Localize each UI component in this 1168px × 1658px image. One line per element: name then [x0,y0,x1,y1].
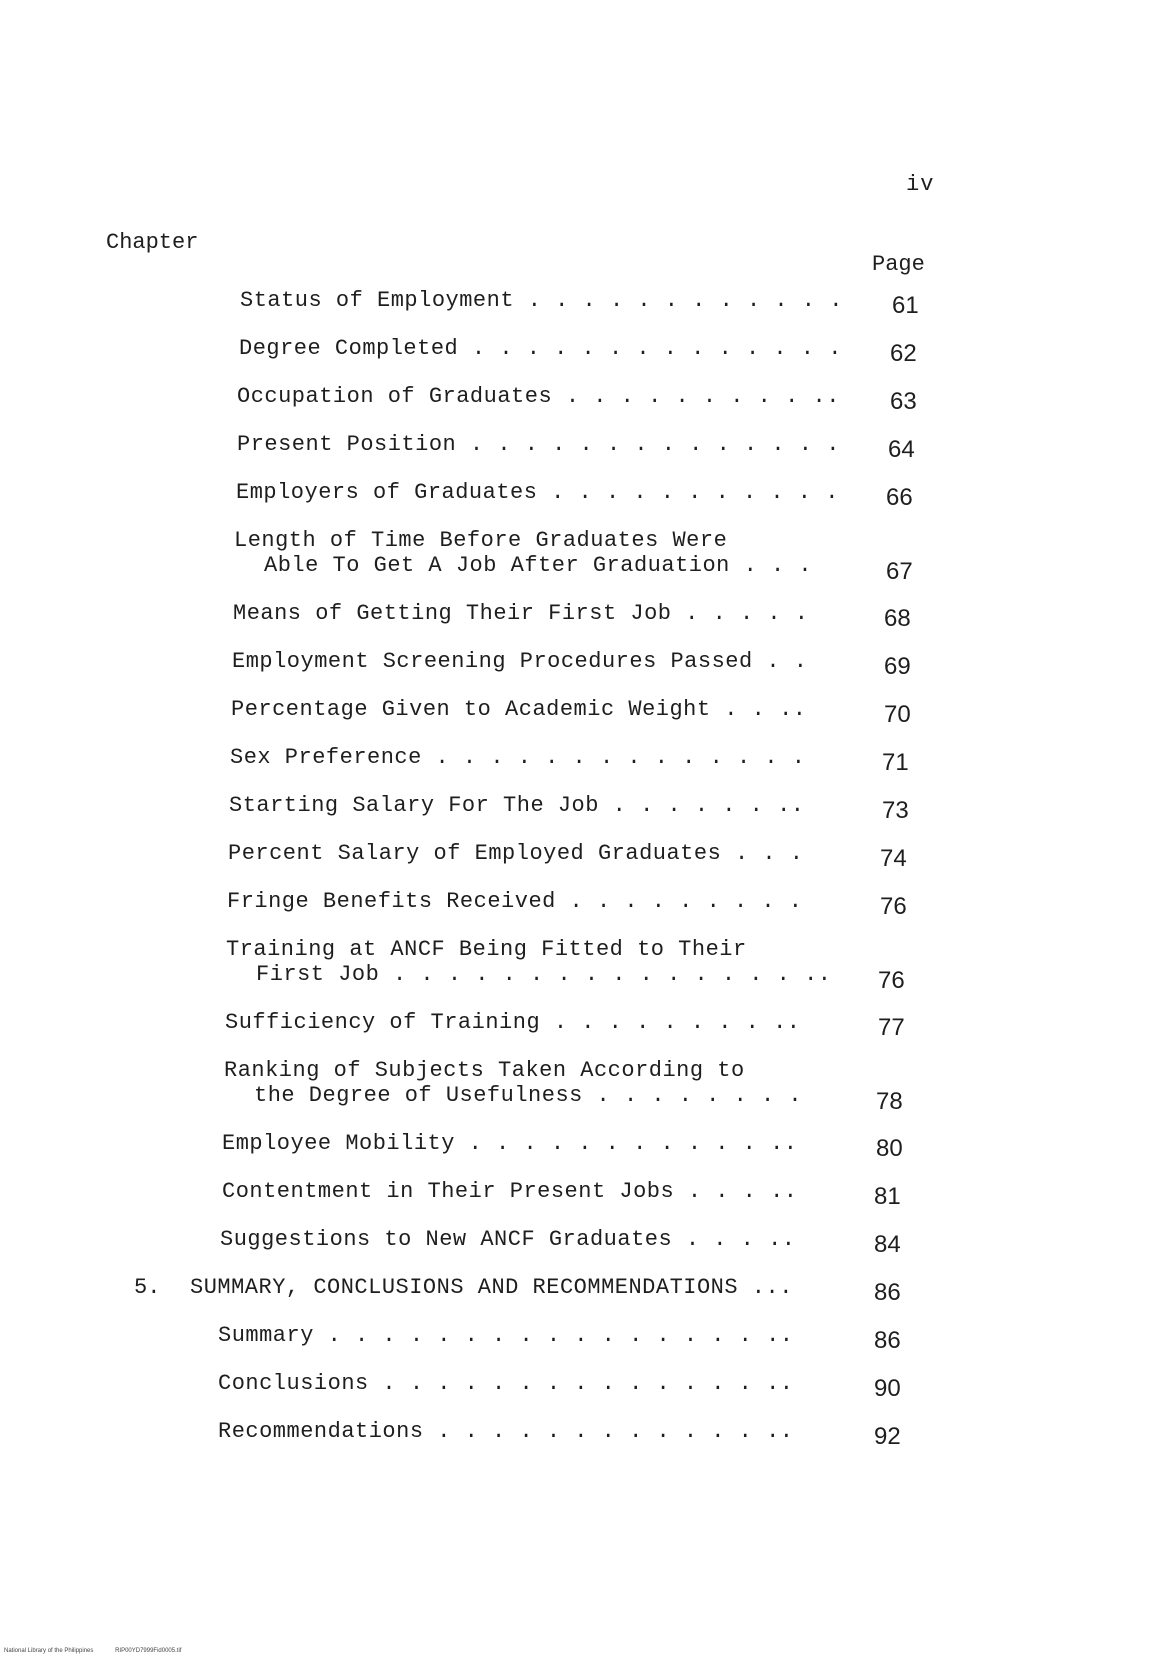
toc-entry [0,1171,1168,1219]
toc-entry-page: 71 [882,749,909,776]
toc-entry-title: Means of Getting Their First Job . . . . . [233,601,809,626]
toc-entry-title: Summary . . . . . . . . . . . . . . . . .. [218,1323,794,1348]
toc-entry-page: 61 [892,292,919,319]
toc-entry-title: Present Position . . . . . . . . . . . . . . [237,432,840,457]
toc-entry [0,785,1168,833]
toc-entry-title: Percent Salary of Employed Graduates . . . [228,841,804,866]
toc-entry-title-line1: Ranking of Subjects Taken According to [224,1058,745,1083]
toc-entry-title: Status of Employment . . . . . . . . . . . . [240,288,843,313]
toc-entry-title: Employment Screening Procedures Passed . . [232,649,808,674]
toc-entry [0,1363,1168,1411]
toc-entry-page: 86 [874,1279,901,1306]
toc-entry-title: Percentage Given to Academic Weight . . .. [231,697,807,722]
toc-entry [0,881,1168,929]
toc-entry-page: 76 [878,967,905,994]
toc-entry-title: Degree Completed . . . . . . . . . . . . . . [239,336,842,361]
toc-entry-title: Sex Preference . . . . . . . . . . . . . . [230,745,806,770]
toc-entry-title: Employers of Graduates . . . . . . . . . . . [236,480,839,505]
toc-entry-title: Conclusions . . . . . . . . . . . . . . .. [218,1371,794,1396]
toc-entry [0,1123,1168,1171]
toc-entry [0,424,1168,472]
toc-entry [0,520,1168,593]
toc-entry [0,833,1168,881]
toc-entry-title-line2: the Degree of Usefulness . . . . . . . . [254,1083,803,1108]
toc-entry-title-line1: Length of Time Before Graduates Were [234,528,728,553]
toc-entry-page: 80 [876,1135,903,1162]
toc-entry-title: Recommendations . . . . . . . . . . . . .. [218,1419,794,1444]
toc-entry-title: Contentment in Their Present Jobs . . . .. [222,1179,798,1204]
toc-entry-page: 90 [874,1375,901,1402]
toc-entry-title: Sufficiency of Training . . . . . . . . .. [225,1010,801,1035]
toc-entry-page: 73 [882,797,909,824]
toc-entry-title-line2: Able To Get A Job After Graduation . . . [264,553,813,578]
toc-entry [0,593,1168,641]
toc-entry [0,641,1168,689]
toc-entry-chapter [0,1267,1168,1315]
toc-entry-page: 86 [874,1327,901,1354]
chapter-column-header: Chapter [106,230,199,255]
toc-entry-page: 77 [878,1014,905,1041]
toc-entry-page: 68 [884,605,911,632]
toc-entry-title [234,528,812,578]
toc-entry [0,689,1168,737]
chapter-number: 5. [134,1275,161,1300]
toc-entry [0,1219,1168,1267]
toc-entry-page: 66 [886,484,913,511]
toc-entry-page: 70 [884,701,911,728]
toc-entry-page: 64 [888,436,915,463]
toc-entry-title: Employee Mobility . . . . . . . . . . . .. [222,1131,798,1156]
footer-library: National Library of the Philippines [4,1648,94,1654]
toc-entry [0,472,1168,520]
table-of-contents [0,280,1168,1459]
scan-footer [4,1648,201,1654]
toc-entry [0,1050,1168,1123]
toc-entry [0,929,1168,1002]
toc-entry-title [226,937,832,987]
toc-entry-title: Fringe Benefits Received . . . . . . . . . [227,889,803,914]
toc-entry-title: Occupation of Graduates . . . . . . . . . .. [237,384,840,409]
toc-entry-page: 92 [874,1423,901,1450]
toc-entry [0,1411,1168,1459]
toc-entry-title [224,1058,802,1108]
toc-entry-page: 63 [890,388,917,415]
toc-entry-page: 84 [874,1231,901,1258]
toc-entry [0,280,1168,328]
toc-entry-page: 69 [884,653,911,680]
toc-entry-page: 81 [874,1183,901,1210]
toc-entry [0,376,1168,424]
toc-entry-page: 74 [880,845,907,872]
toc-entry-page: 62 [890,340,917,367]
toc-entry-title-line2: First Job . . . . . . . . . . . . . . . .. [256,962,832,987]
toc-entry-title: Starting Salary For The Job . . . . . . .. [229,793,805,818]
toc-entry [0,737,1168,785]
toc-entry [0,1315,1168,1363]
toc-entry-page: 78 [876,1088,903,1115]
toc-entry-title: SUMMARY, CONCLUSIONS AND RECOMMENDATIONS ... [190,1275,793,1300]
page-number: iv [906,172,935,197]
toc-entry-page: 67 [886,558,913,585]
footer-file-id: RIP00YD7999Fid0005.tif [115,1648,182,1654]
toc-entry [0,1002,1168,1050]
toc-entry-title: Suggestions to New ANCF Graduates . . . .. [220,1227,796,1252]
toc-entry-title-line1: Training at ANCF Being Fitted to Their [226,937,747,962]
toc-entry-page: 76 [880,893,907,920]
toc-entry [0,328,1168,376]
page-column-header: Page [872,252,925,277]
